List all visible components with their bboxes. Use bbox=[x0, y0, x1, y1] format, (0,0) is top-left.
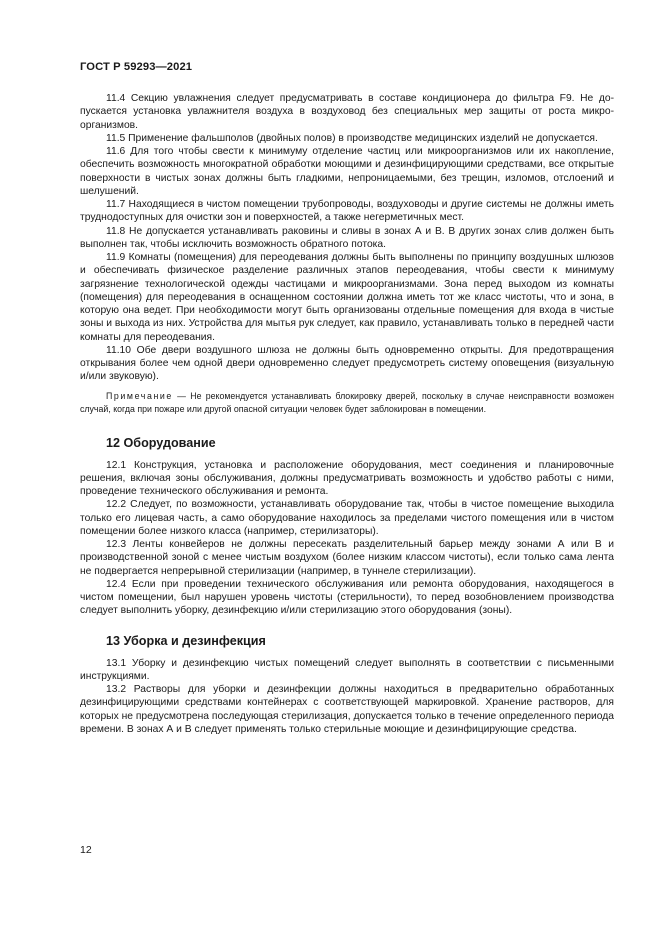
section-title-12: 12 Оборудование bbox=[106, 435, 216, 450]
paragraph-11-5: 11.5 Применение фальшполов (двойных полов) в производстве медицинских изделий не допускается. bbox=[106, 132, 598, 144]
document-body bbox=[80, 92, 614, 736]
paragraph-12-2: 12.2 Следует, по возможности, устанавливать оборудование так, чтобы в чистое помещение выходила только его лицевая часть, а само оборудование находилось за пределами чистого помещения или в чистом помещении более низкого класса (например, стерилизаторы). bbox=[80, 499, 614, 537]
document-header: ГОСТ Р 59293—2021 bbox=[80, 61, 193, 73]
paragraph-11-10: 11.10 Обе двери воздушного шлюза не должны быть одновременно открыты. Для предотвращения открывания более чем одной двери одновременно следует предусмотреть систему оповещения (визуальную и/или звуковую). bbox=[80, 344, 614, 383]
paragraph-12-1: 12.1 Конструкция, установка и расположение оборудования, мест соединения и планировочные решения, включая зоны обслуживания, должны предусматривать возможность и удобство работы с ними, проведение технического обслуживания и ремонта. bbox=[80, 459, 614, 497]
paragraph-11-9: 11.9 Комнаты (помещения) для переодевания должны быть выполнены по принципу воздушных шлюзов и обеспечивать физическое разделение различных этапов переодевания, чтобы свести к минимуму загрязнение технологической одежды частицами и микроорганизмами. Зона перед выходом из комнаты (помещения) для переодевания в оснащенном состоянии должна иметь тот же класс чистоты, что и зона, в которую она ведет. При необходимости могут быть организованы отдельные помещения для входа в чистые зоны и выхода из них. Устройства для мытья рук следует, как правило, устанавливать только в передней части комнаты для переодевания. bbox=[80, 252, 614, 343]
note-label: Примечание bbox=[106, 390, 173, 401]
paragraph-11-4: 11.4 Секцию увлажнения следует предусматривать в составе кондиционера до фильтра F9. Не допускается установка увлажнителя воздуха в воздуховод без специальных мер защиты от роста микроорганизмов. bbox=[80, 93, 614, 131]
paragraph-13-1: 13.1 Уборку и дезинфекцию чистых помещений следует выполнять в соответствии с письменными инструкциями. bbox=[80, 657, 614, 682]
paragraph-11-7: 11.7 Находящиеся в чистом помещении трубопроводы, воздуховоды и другие системы не должны иметь труднодоступных для очистки зон и поверхностей, а также негерметичных мест. bbox=[80, 199, 614, 224]
page-number: 12 bbox=[80, 844, 92, 856]
paragraph-11-6: 11.6 Для того чтобы свести к минимуму отделение частиц или микроорганизмов или их накопление, обеспечить возможность многократной обработки моющими и дезинфицирующими средствами, все открытые поверхности в чистых зонах должны быть гладкими, непроницаемыми, без трещин, изломов, отслоений и шелушений. bbox=[80, 146, 614, 197]
note-block bbox=[80, 390, 614, 416]
paragraph-11-8: 11.8 Не допускается устанавливать раковины и сливы в зонах А и В. В других зонах слив должен быть выполнен так, чтобы исключить возможность обратного потока. bbox=[80, 225, 614, 250]
paragraph-12-4: 12.4 Если при проведении технического обслуживания или ремонта оборудования, находящегося в чистом помещении, был нарушен уровень чистоты (стерильности), то перед возобновлением производства следует выполнить уборку, дезинфекцию и/или стерилизацию этого оборудования (зоны). bbox=[80, 578, 614, 617]
paragraph-12-3: 12.3 Ленты конвейеров не должны пересекать разделительный барьер между зонами А или В и производственной зоной с менее чистым воздухом (более низким классом чистоты), если только сама лента не подвергается непрерывной стерилизации (например, в туннеле стерилизации). bbox=[80, 539, 614, 577]
paragraph-13-2: 13.2 Растворы для уборки и дезинфекции должны находиться в предварительно обработанных дезинфицирующими средствами контейнерах с соответствующей маркировкой. Хранение растворов, для которых не предусмотрена последующая стерилизация, допускается только в течение определенного периода времени. В зонах А и В следует применять только стерильные моющие и дезинфицирующие средства. bbox=[80, 684, 614, 735]
note-text: — Не рекомендуется устанавливать блокировку дверей, поскольку в случае неисправности возможен случай, когда при пожаре или другой опасной ситуации человек будет заблокирован в помещении. bbox=[80, 390, 614, 414]
section-title-13: 13 Уборка и дезинфекция bbox=[106, 633, 266, 648]
